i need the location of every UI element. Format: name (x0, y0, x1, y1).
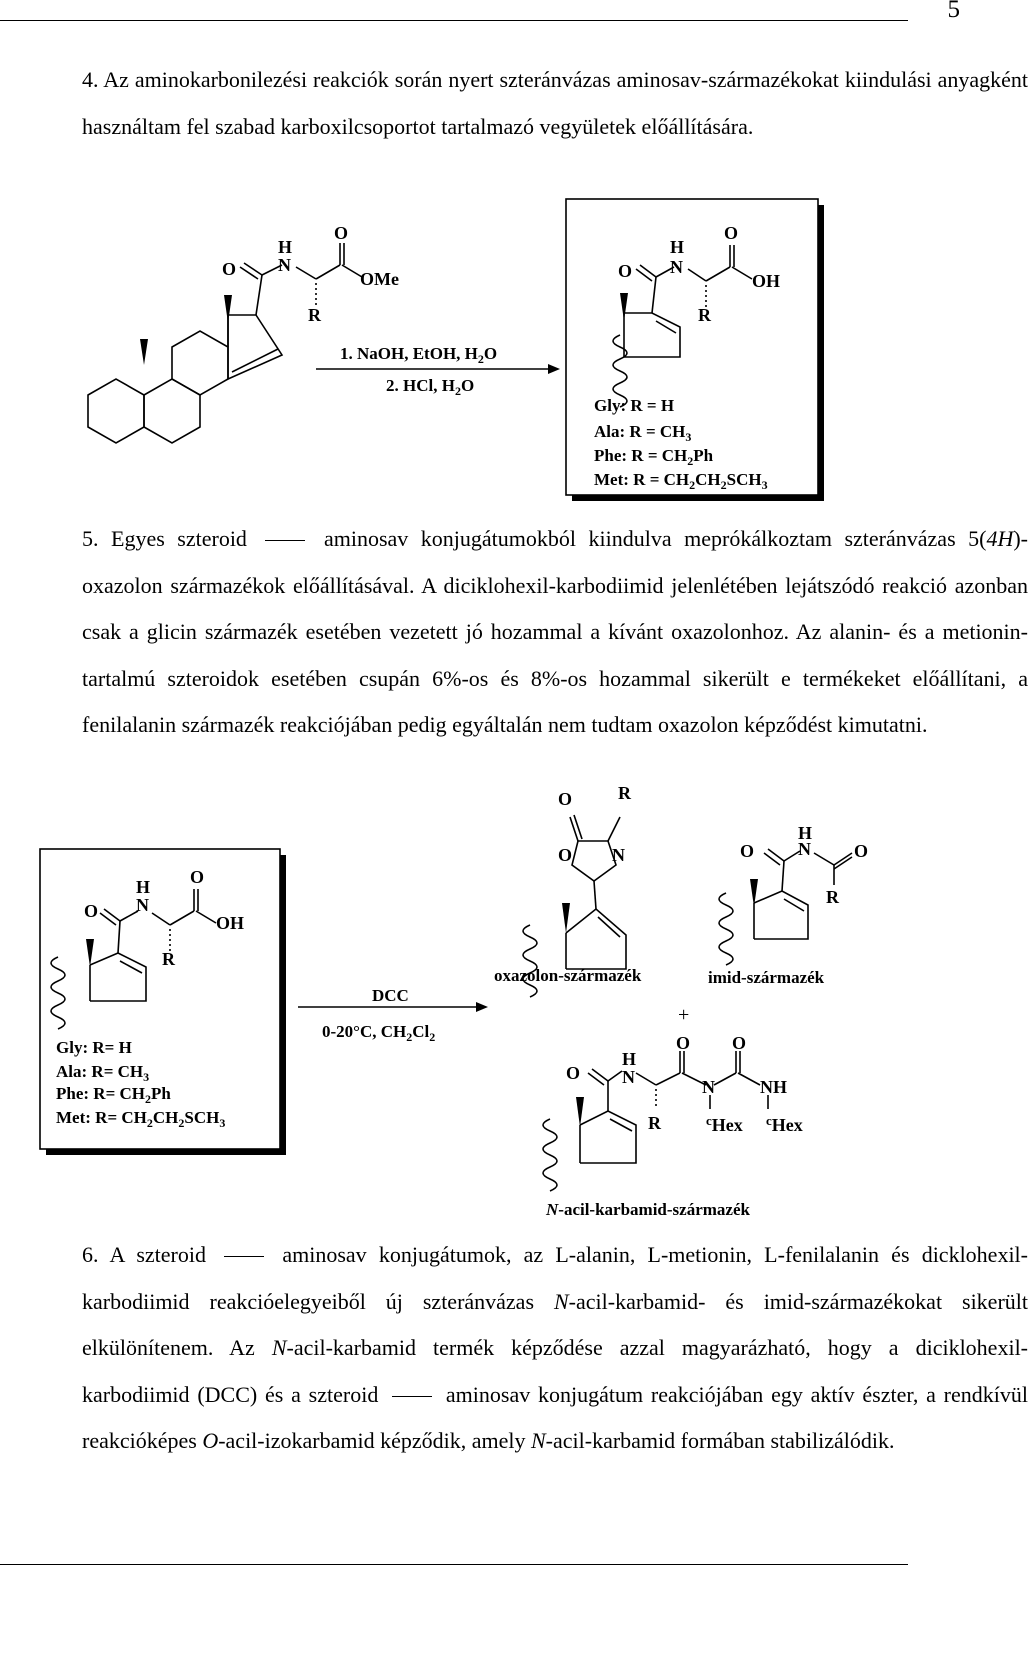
footer-rule (0, 1564, 908, 1565)
legend-met: Met: $R = CH_2CH_2SCH_3$ (594, 470, 768, 492)
svg-text:1. NaOH, EtOH, H2O: 1. NaOH, EtOH, $H_2O$ (340, 344, 498, 366)
acid-label: OH (752, 271, 781, 291)
svg-text:H: H (798, 823, 813, 843)
svg-text:N: N (278, 255, 291, 275)
paragraph-text: Az aminokarbonilezési reakciók során nyert szteránvázas aminosav-származékokat kiindulási anyagként használtam fel szabad karboxilcsoportot tartalmazó vegyületek előállítására. (82, 67, 1028, 139)
svg-text:O: O (190, 867, 205, 887)
svg-text:O: O (558, 845, 573, 865)
svg-text:O: O (676, 1033, 691, 1053)
svg-text:2. HCl, H2O: 2. HCl, $H_2O$ (386, 376, 475, 398)
svg-text:O: O (618, 261, 633, 281)
acylurea-label: N-acil-karbamid-származék (546, 1200, 750, 1219)
svg-text:H: H (670, 237, 685, 257)
item-number: 5. (82, 526, 99, 551)
scheme-1 (0, 195, 960, 515)
cyclohexyl-2: Hex (771, 1115, 803, 1135)
svg-text:O: O (222, 259, 237, 279)
svg-text:N: N (612, 845, 625, 865)
svg-text:O: O (740, 841, 755, 861)
header-rule (0, 20, 908, 21)
svg-text:cHex: $^c$Hex (766, 1113, 803, 1135)
oxazolone-label: oxazolon-származék (494, 966, 642, 985)
svg-text:NH: NH (760, 1077, 787, 1097)
legend2-gly: Gly: R= H (56, 1038, 132, 1057)
svg-text:O: O (558, 789, 573, 809)
svg-text:N: N (136, 895, 149, 915)
svg-text:H: H (278, 237, 293, 257)
svg-text:OH: OH (216, 913, 245, 933)
legend2-met: Met: $R= CH_2CH_2SCH_3$ (56, 1108, 226, 1130)
scheme-2 (0, 775, 960, 1235)
svg-text:H: H (136, 877, 151, 897)
svg-text:O: O (732, 1033, 747, 1053)
item-number: 6. (82, 1242, 99, 1267)
conditions-1: 1. NaOH, EtOH, H (340, 344, 478, 363)
svg-text:N: N (798, 839, 811, 859)
dash-rule (265, 540, 305, 541)
cyclohexyl-1: Hex (711, 1115, 743, 1135)
svg-text:O: O (724, 223, 739, 243)
svg-text:R: R (648, 1113, 661, 1133)
dash-rule (392, 1396, 432, 1397)
svg-text:O: O (566, 1063, 581, 1083)
plus-sign: + (678, 1004, 690, 1026)
steroid-ring-b (144, 379, 200, 443)
svg-text:cHex: $^c$Hex (706, 1113, 743, 1135)
svg-text:O: O (334, 223, 349, 243)
reagent: DCC (372, 986, 409, 1005)
legend-ala: Ala: $R = CH_3$ (594, 422, 692, 444)
conditions-2: 2. HCl, H (386, 376, 455, 395)
dash-rule (224, 1256, 264, 1257)
paragraph-4 (6, 57, 1028, 150)
legend-gly: Gly: R = H (594, 396, 675, 415)
svg-text:R: R (162, 949, 175, 969)
svg-text:O: O (854, 841, 869, 861)
legend-phe: Phe: $R = CH_2Ph$ (594, 446, 714, 468)
svg-text:H: H (622, 1049, 637, 1069)
svg-text:N: N (702, 1077, 715, 1097)
svg-text:R: R (826, 887, 839, 907)
svg-text:R: R (698, 305, 711, 325)
svg-text:O: O (84, 901, 99, 921)
page-number: 5 (947, 0, 960, 23)
svg-text:N: N (670, 257, 683, 277)
svg-text:N: N (622, 1067, 635, 1087)
item-number: 4. (82, 67, 99, 92)
imide-label: imid-származék (708, 968, 825, 987)
steroid-ring-c (172, 331, 228, 395)
legend2-ala: Ala: $R= CH_3$ (56, 1062, 150, 1084)
svg-text:0-20°C, CH2Cl2: 0-20°C, $CH_2Cl_2$ (322, 1022, 436, 1044)
svg-text:R: R (618, 783, 631, 803)
paragraph-6: 6. A szteroid aminosav konjugátumok, az L-alanin, L-metionin, L-fenilalanin és dicklohexil-karbodiimid reakcióelegyeiből új szteránvázas N-acil-karbamid- és imid-származékokat sikerült elkülönítenem. Az N-acil-karbamid termék képződése azzal magyarázható, hogy a diciklohexil-karbodiimid (DCC) és a szteroid aminosav konjugátum reakciójában egy aktív észter, a rendkívül reakcióképes O-acil-izokarbamid képződik, amely N-acil-karbamid formában stabilizálódik. (82, 1242, 1028, 1453)
steroid-ring-a (88, 379, 144, 443)
conditions: 0-20°C, CH (322, 1022, 407, 1041)
paragraph-5: 5. Egyes szteroid aminosav konjugátumokból kiindulva meprókálkoztam szteránvázas 5(4H)-oxazolon származékok előállításával. A diciklohexil-karbodiimid jelenlétében lejátszódó reakció azonban csak a glicin származék esetében vezetett jó hozammal a kívánt oxazolonhoz. Az alanin- és a metionin-tartalmú szteroidok esetében csupán 6%-os és 8%-os hozammal sikerült e termékeket előállítani, a fenilalanin származék reakciójában pedig egyáltalán nem tudtam oxazolon képződést kimutatni. (82, 526, 1028, 737)
legend2-phe: Phe: $R= CH_2Ph$ (56, 1084, 171, 1106)
svg-text:R: R (308, 305, 321, 325)
ester-label: OMe (360, 269, 399, 289)
